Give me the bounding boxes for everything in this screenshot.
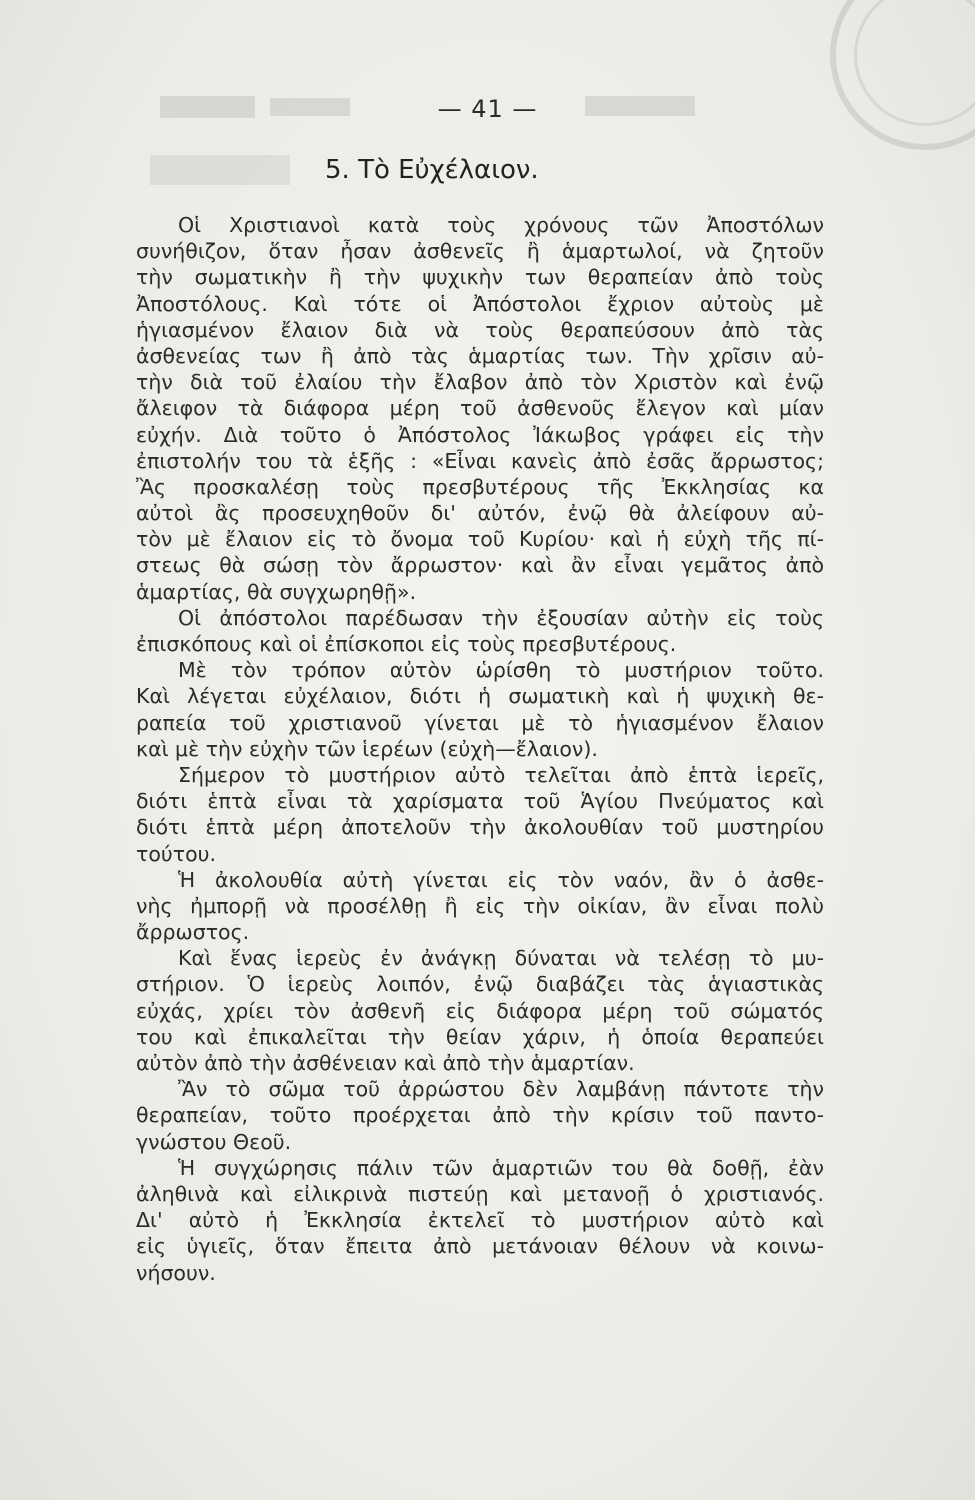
text-line: Οἱ Χριστιανοὶ κατὰ τοὺς χρόνους τῶν Ἀποστόλων [178,213,824,237]
text-line: στήριον. Ὁ ἱερεὺς λοιπόν, ἐνῷ διαβάζει τὰς ἁγιαστικὰς [136,972,824,997]
text-line: του καὶ ἐπικαλεῖται τὴν θείαν χάριν, ἡ ὁποία θεραπεύει [136,1024,824,1049]
text-line: Καὶ λέγεται εὐχέλαιον, διότι ἡ σωματικὴ καὶ ἡ ψυχικὴ θε- [136,684,824,709]
text-line: αὐτὸν ἀπὸ τὴν ἀσθένειαν καὶ ἀπὸ τὴν ἁμαρτίαν. [136,1051,635,1075]
text-line: ραπεία τοῦ χριστιανοῦ γίνεται μὲ τὸ ἡγιασμένον ἔλαιον [136,710,824,735]
text-line: γνώστου Θεοῦ. [136,1129,292,1154]
text-line: εὐχήν. Διὰ τοῦτο ὁ Ἀπόστολος Ἰάκωβος γράφει εἰς τὴν [136,422,824,447]
text-line: Ἀποστόλους. Καὶ τότε οἱ Ἀπόστολοι ἔχριον αὐτοὺς μὲ [136,291,824,316]
text-line: αὐτοὶ ἂς προσευχηθοῦν δι' αὐτόν, ἐνῷ θὰ ἀλείφουν αὐ- [136,501,824,526]
text-line: Οἱ ἀπόστολοι παρέδωσαν τὴν ἐξουσίαν αὐτὴν εἰς τοὺς [178,605,824,630]
text-line: Ἂν τὸ σῶμα τοῦ ἀρρώστου δὲν λαμβάνῃ πάντοτε τὴν [178,1077,824,1102]
text-line: Καὶ ἕνας ἱερεὺς ἐν ἀνάγκῃ δύναται νὰ τελέσῃ τὸ μυ- [178,946,824,971]
body-text [136,212,824,1286]
text-line: τὴν σωματικὴν ἢ τὴν ψυχικὴν των θεραπείαν ἀπὸ τοὺς [136,265,824,290]
text-line: νήσουν. [136,1260,216,1285]
text-line: Δι' αὐτὸ ἡ Ἐκκλησία ἐκτελεῖ τὸ μυστήριον αὐτὸ καὶ [136,1208,824,1233]
text-line: τὴν διὰ τοῦ ἐλαίου τὴν ἔλαβον ἀπὸ τὸν Χριστὸν καὶ ἐνῷ [136,370,824,395]
text-line: Μὲ τὸν τρόπον αὐτὸν ὡρίσθη τὸ μυστήριον τοῦτο. [178,658,824,683]
text-line: τούτου. [136,841,217,866]
text-line: ἀσθενείας των ἢ ἀπὸ τὰς ἁμαρτίας των. Τὴν χρῖσιν αὐ- [136,343,824,368]
text-line: νὴς ἠμπορῇ νὰ προσέλθῃ ἢ εἰς τὴν οἰκίαν, ἂν εἶναι πολὺ [136,893,824,918]
text-line: ἐπιστολήν του τὰ ἑξῆς : «Εἶναι κανεὶς ἀπὸ ἐσᾶς ἄρρωστος; [136,448,824,473]
text-line: ἡγιασμένον ἔλαιον διὰ νὰ τοὺς θεραπεύσουν ἀπὸ τὰς [136,317,824,342]
library-stamp [830,0,975,150]
text-line: Σήμερον τὸ μυστήριον αὐτὸ τελεῖται ἀπὸ ἑπτὰ ἱερεῖς, [178,762,824,787]
text-line: Ἡ ἀκολουθία αὐτὴ γίνεται εἰς τὸν ναόν, ἂν ὁ ἀσθε- [178,867,824,892]
text-line: θεραπείαν, τοῦτο προέρχεται ἀπὸ τὴν κρίσιν τοῦ παντο- [136,1103,824,1128]
text-line: ἄρρωστος. [136,920,250,945]
text-line: στεως θὰ σώσῃ τὸν ἄρρωστον· καὶ ἂν εἶναι γεμᾶτος ἀπὸ [136,553,824,578]
text-line: ἄλειφον τὰ διάφορα μέρη τοῦ ἀσθενοῦς ἔλεγον καὶ μίαν [136,396,824,421]
text-line: διότι ἑπτὰ εἶναι τὰ χαρίσματα τοῦ Ἁγίου Πνεύματος καὶ [136,789,824,814]
text-line: ἁμαρτίας, θὰ συγχωρηθῇ». [136,579,417,604]
text-line: διότι ἑπτὰ μέρη ἀποτελοῦν τὴν ἀκολουθίαν τοῦ μυστηρίου [136,815,824,840]
text-line: εἰς ὑγιεῖς, ὅταν ἔπειτα ἀπὸ μετάνοιαν θέλουν νὰ κοινω- [136,1234,824,1259]
text-line: συνήθιζον, ὅταν ἦσαν ἀσθενεῖς ἢ ἁμαρτωλοί, νὰ ζητοῦν [136,239,824,264]
ink-smudge [150,155,290,185]
page-number: — 41 — [437,95,538,123]
text-line: Ἂς προσκαλέσῃ τοὺς πρεσβυτέρους τῆς Ἐκκλησίας κα [136,474,824,499]
section-heading: 5. Τὸ Εὐχέλαιον. [325,155,539,185]
text-line: Ἡ συγχώρησις πάλιν τῶν ἁμαρτιῶν του θὰ δοθῇ, ἐὰν [178,1155,824,1180]
text-line: καὶ μὲ τὴν εὐχὴν τῶν ἱερέων (εὐχὴ—ἔλαιον). [136,736,598,761]
text-line: εὐχάς, χρίει τὸν ἀσθενῆ εἰς διάφορα μέρη τοῦ σώματός [136,998,824,1023]
text-line: ἀληθινὰ καὶ εἰλικρινὰ πιστεύῃ καὶ μετανοῇ ὁ χριστιανός. [136,1181,824,1206]
text-line: τὸν μὲ ἔλαιον εἰς τὸ ὄνομα τοῦ Κυρίου· καὶ ἡ εὐχὴ τῆς πί- [136,527,824,552]
text-line: ἐπισκόπους καὶ οἱ ἐπίσκοποι εἰς τοὺς πρεσβυτέρους. [136,632,677,656]
